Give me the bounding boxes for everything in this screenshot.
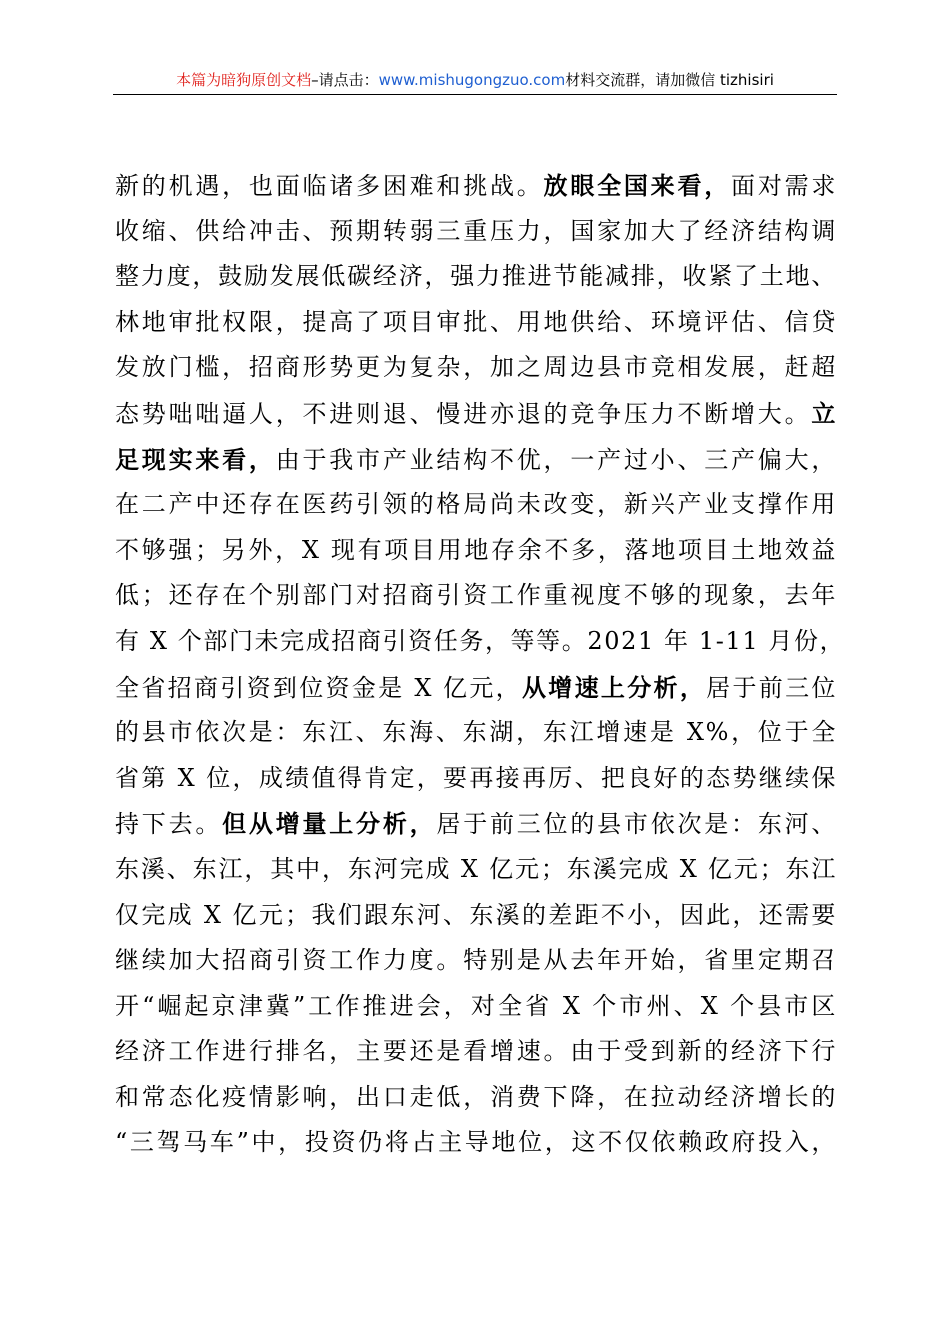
text-run: 继续加大招商引资工作力度。特别是从去年开始，省里定期召 [115, 946, 837, 975]
text-run: 东溪、东江，其中，东河完成 X 亿元；东溪完成 X 亿元；东江 [115, 854, 837, 883]
text-line [115, 1120, 837, 1166]
text-line [115, 665, 837, 711]
text-run: 经济工作进行排名，主要还是看增速。由于受到新的经济下行 [115, 1037, 837, 1066]
text-run: 整力度，鼓励发展低碳经济，强力推进节能减排，收紧了土地、 [115, 262, 837, 291]
text-line [115, 893, 837, 939]
text-run: 由于我市产业结构不优，一产过小、三产偏大， [275, 445, 837, 474]
text-line [115, 482, 837, 528]
header-brand: 本篇为暗狗原创文档 [176, 71, 312, 89]
text-run: 发放门槛，招商形势更为复杂，加之周边县市竞相发展，赶超 [115, 353, 837, 382]
text-run: 开“崛起京津冀”工作推进会，对全省 X 个市州、X 个县市区 [115, 991, 837, 1020]
text-line [115, 801, 837, 847]
text-run: 林地审批权限，提高了项目审批、用地供给、环境评估、信贷 [115, 307, 837, 336]
text-run: 居于前三位的县市依次是：东河、 [436, 810, 837, 839]
document-header [113, 68, 837, 95]
text-run: 新的机遇，也面临诸多困难和挑战。 [115, 172, 544, 200]
text-run: 仅完成 X 亿元；我们跟东河、东溪的差距不小，因此，还需要 [115, 900, 837, 929]
text-run: 有 X 个部门未完成招商引资任务，等等。2021 年 1-11 月份， [115, 626, 846, 655]
text-line [115, 391, 837, 437]
text-line [115, 254, 837, 300]
text-line [115, 619, 846, 665]
text-run: 低；还存在个别部门对招商引资工作重视度不够的现象，去年 [115, 581, 837, 610]
text-line [115, 1029, 837, 1075]
bold-emphasis: 从增速上分析， [521, 672, 707, 702]
text-line [115, 1075, 837, 1121]
header-link[interactable]: www.mishugongzuo.com [378, 71, 566, 89]
text-line [115, 573, 837, 619]
text-run: 持下去。 [115, 810, 223, 839]
text-run: 收缩、供给冲击、预期转弱三重压力，国家加大了经济结构调 [115, 216, 837, 245]
text-line [115, 756, 837, 802]
header-suffix: 材料交流群，请加微信 tizhisiri [565, 71, 774, 89]
text-run: 面对需求 [731, 172, 837, 200]
text-run: 全省招商引资到位资金是 X 亿元， [115, 673, 522, 702]
text-run: 的县市依次是：东江、东海、东湖，东江增速是 X%，位于全 [115, 718, 837, 747]
text-line [115, 437, 837, 483]
bold-emphasis: 立 [811, 398, 837, 428]
text-line [115, 710, 837, 756]
text-line [115, 345, 837, 391]
bold-emphasis: 足现实来看， [115, 444, 276, 474]
text-run: 省第 X 位，成绩值得肯定，要再接再厉、把良好的态势继续保 [115, 763, 837, 792]
body-paragraph [115, 163, 846, 1166]
text-run: 态势咄咄逼人，不进则退、慢进亦退的竞争压力不断增大。 [115, 399, 812, 428]
text-line [115, 528, 837, 574]
text-line [115, 847, 837, 893]
bold-emphasis: 但从增量上分析， [222, 809, 437, 839]
text-line [115, 938, 837, 984]
text-run: 和常态化疫情影响，出口走低，消费下降，在拉动经济增长的 [115, 1082, 837, 1111]
text-run: 居于前三位 [706, 673, 838, 702]
text-run: 不够强；另外，X 现有项目用地存余不多，落地项目土地效益 [115, 535, 837, 564]
text-line [115, 163, 837, 209]
text-run: “三驾马车”中，投资仍将占主导地位，这不仅依赖政府投入， [115, 1128, 837, 1157]
text-line [115, 300, 837, 346]
bold-emphasis: 放眼全国来看， [543, 171, 732, 200]
text-line [115, 209, 837, 255]
header-prompt: –请点击： [311, 71, 379, 89]
text-run: 在二产中还存在医药引领的格局尚未改变，新兴产业支撑作用 [115, 490, 837, 519]
text-line [115, 984, 837, 1030]
